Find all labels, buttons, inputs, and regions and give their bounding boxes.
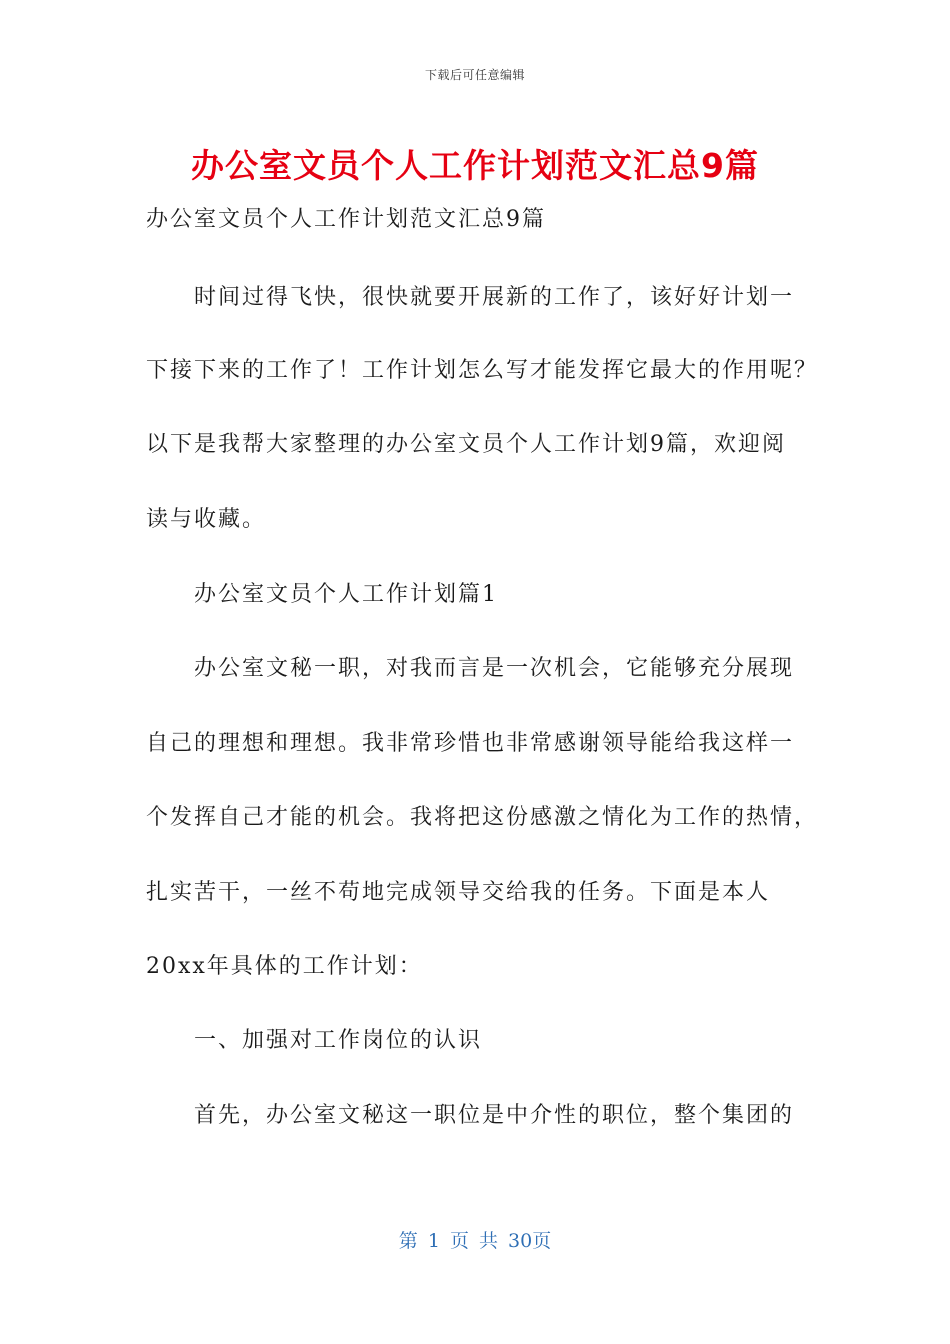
subtitle-line: 办公室文员个人工作计划范文汇总9篇 bbox=[146, 207, 546, 232]
paragraph-line: 个发挥自己才能的机会。我将把这份感激之情化为工作的热情， bbox=[146, 805, 819, 830]
paragraph-line: 下接下来的工作了！工作计划怎么写才能发挥它最大的作用呢？ bbox=[146, 358, 819, 383]
section-heading: 办公室文员个人工作计划篇1 bbox=[194, 582, 498, 607]
paragraph-line: 办公室文秘一职，对我而言是一次机会，它能够充分展现 bbox=[194, 656, 795, 681]
document-title: 办公室文员个人工作计划范文汇总9篇 bbox=[191, 146, 759, 185]
paragraph-line: 首先，办公室文秘这一职位是中介性的职位，整个集团的 bbox=[194, 1103, 795, 1128]
page-footer: 第 1 页 共 30页 bbox=[398, 1230, 552, 1252]
paragraph-line: 20xx年具体的工作计划： bbox=[146, 954, 423, 979]
header-note: 下载后可任意编辑 bbox=[424, 68, 525, 82]
paragraph-line: 以下是我帮大家整理的办公室文员个人工作计划9篇，欢迎阅 bbox=[146, 432, 786, 457]
paragraph-line: 时间过得飞快，很快就要开展新的工作了，该好好计划一 bbox=[194, 285, 795, 310]
paragraph-line: 扎实苦干，一丝不苟地完成领导交给我的任务。下面是本人 bbox=[146, 880, 771, 905]
paragraph-line: 读与收藏。 bbox=[146, 507, 267, 532]
section-heading: 一、加强对工作岗位的认识 bbox=[194, 1028, 483, 1053]
paragraph-line: 自己的理想和理想。我非常珍惜也非常感谢领导能给我这样一 bbox=[146, 731, 795, 756]
